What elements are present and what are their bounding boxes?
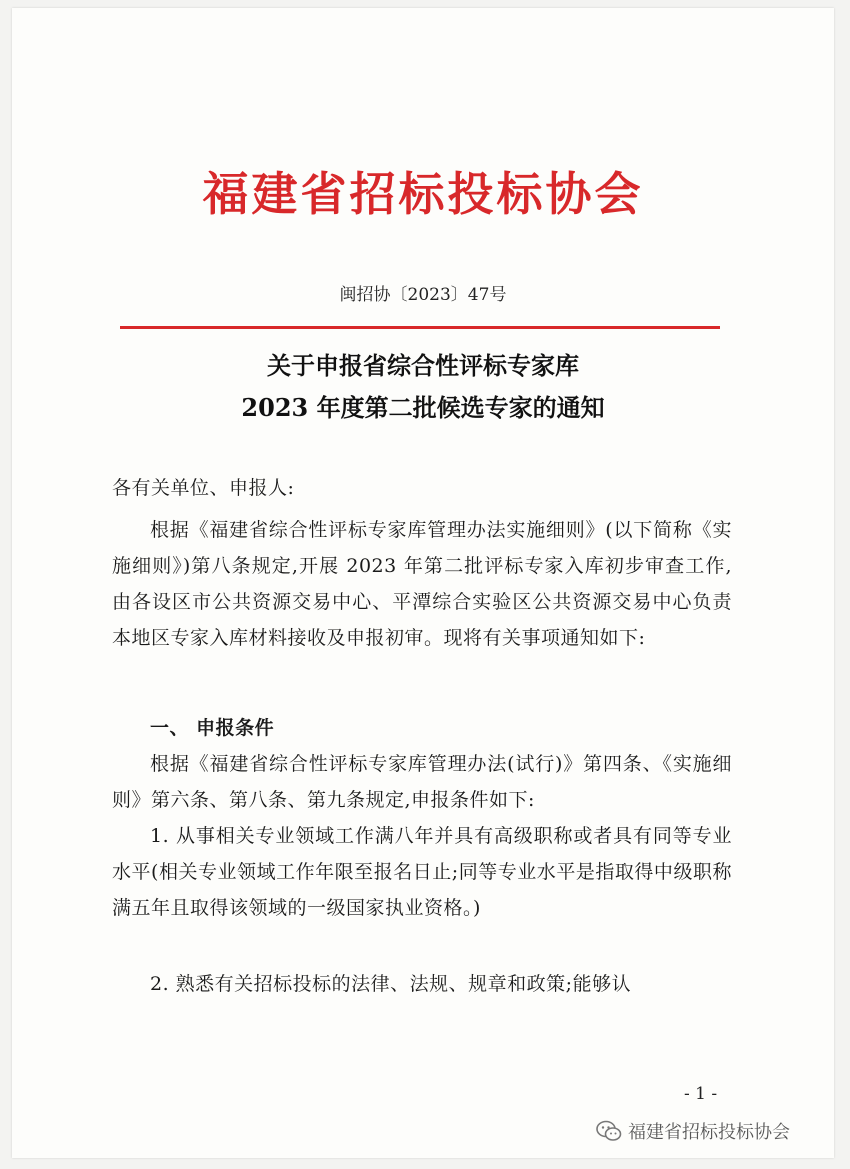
red-divider-line <box>120 326 720 329</box>
page-number: - 1 - <box>684 1084 718 1104</box>
condition-item-1: 1. 从事相关专业领域工作满八年并具有高级职称或者具有同等专业水平(相关专业领域工作年限至报名日止;同等专业水平是指取得中级职称满五年且取得该领域的一级国家执业资格。) <box>112 825 732 919</box>
intro-paragraph: 根据《福建省综合性评标专家库管理办法实施细则》(以下简称《实施细则》)第八条规定,开展 2023 年第二批评标专家入库初步审查工作,由各设区市公共资源交易中心、平潭综合实验区公共资源交易中心负责本地区专家入库材料接收及申报初审。现将有关事项通知如下: <box>112 519 732 649</box>
document-number: 闽招协〔2023〕47号 <box>339 285 507 305</box>
wechat-icon <box>596 1120 622 1142</box>
watermark-text: 福建省招标投标协会 <box>628 1122 790 1143</box>
condition-item-1-block <box>112 818 732 926</box>
salutation: 各有关单位、申报人: <box>112 477 295 499</box>
section-heading-conditions: 一、 申报条件 <box>150 717 275 739</box>
letterhead: 福建省招标投标协会 <box>202 167 644 221</box>
intro-paragraph-block <box>112 512 732 656</box>
section-paragraph-block <box>112 746 732 818</box>
condition-item-2: 2. 熟悉有关招标投标的法律、法规、规章和政策;能够认 <box>150 973 632 995</box>
condition-item-2-block <box>112 966 732 1002</box>
section-paragraph: 根据《福建省综合性评标专家库管理办法(试行)》第四条、《实施细则》第六条、第八条、第九条规定,申报条件如下: <box>112 753 732 811</box>
document-page <box>12 8 834 1158</box>
notice-title-line-1: 关于申报省综合性评标专家库 <box>267 351 579 380</box>
notice-title-line-2: 2023 年度第二批候选专家的通知 <box>241 393 605 422</box>
wechat-watermark <box>596 1118 790 1144</box>
